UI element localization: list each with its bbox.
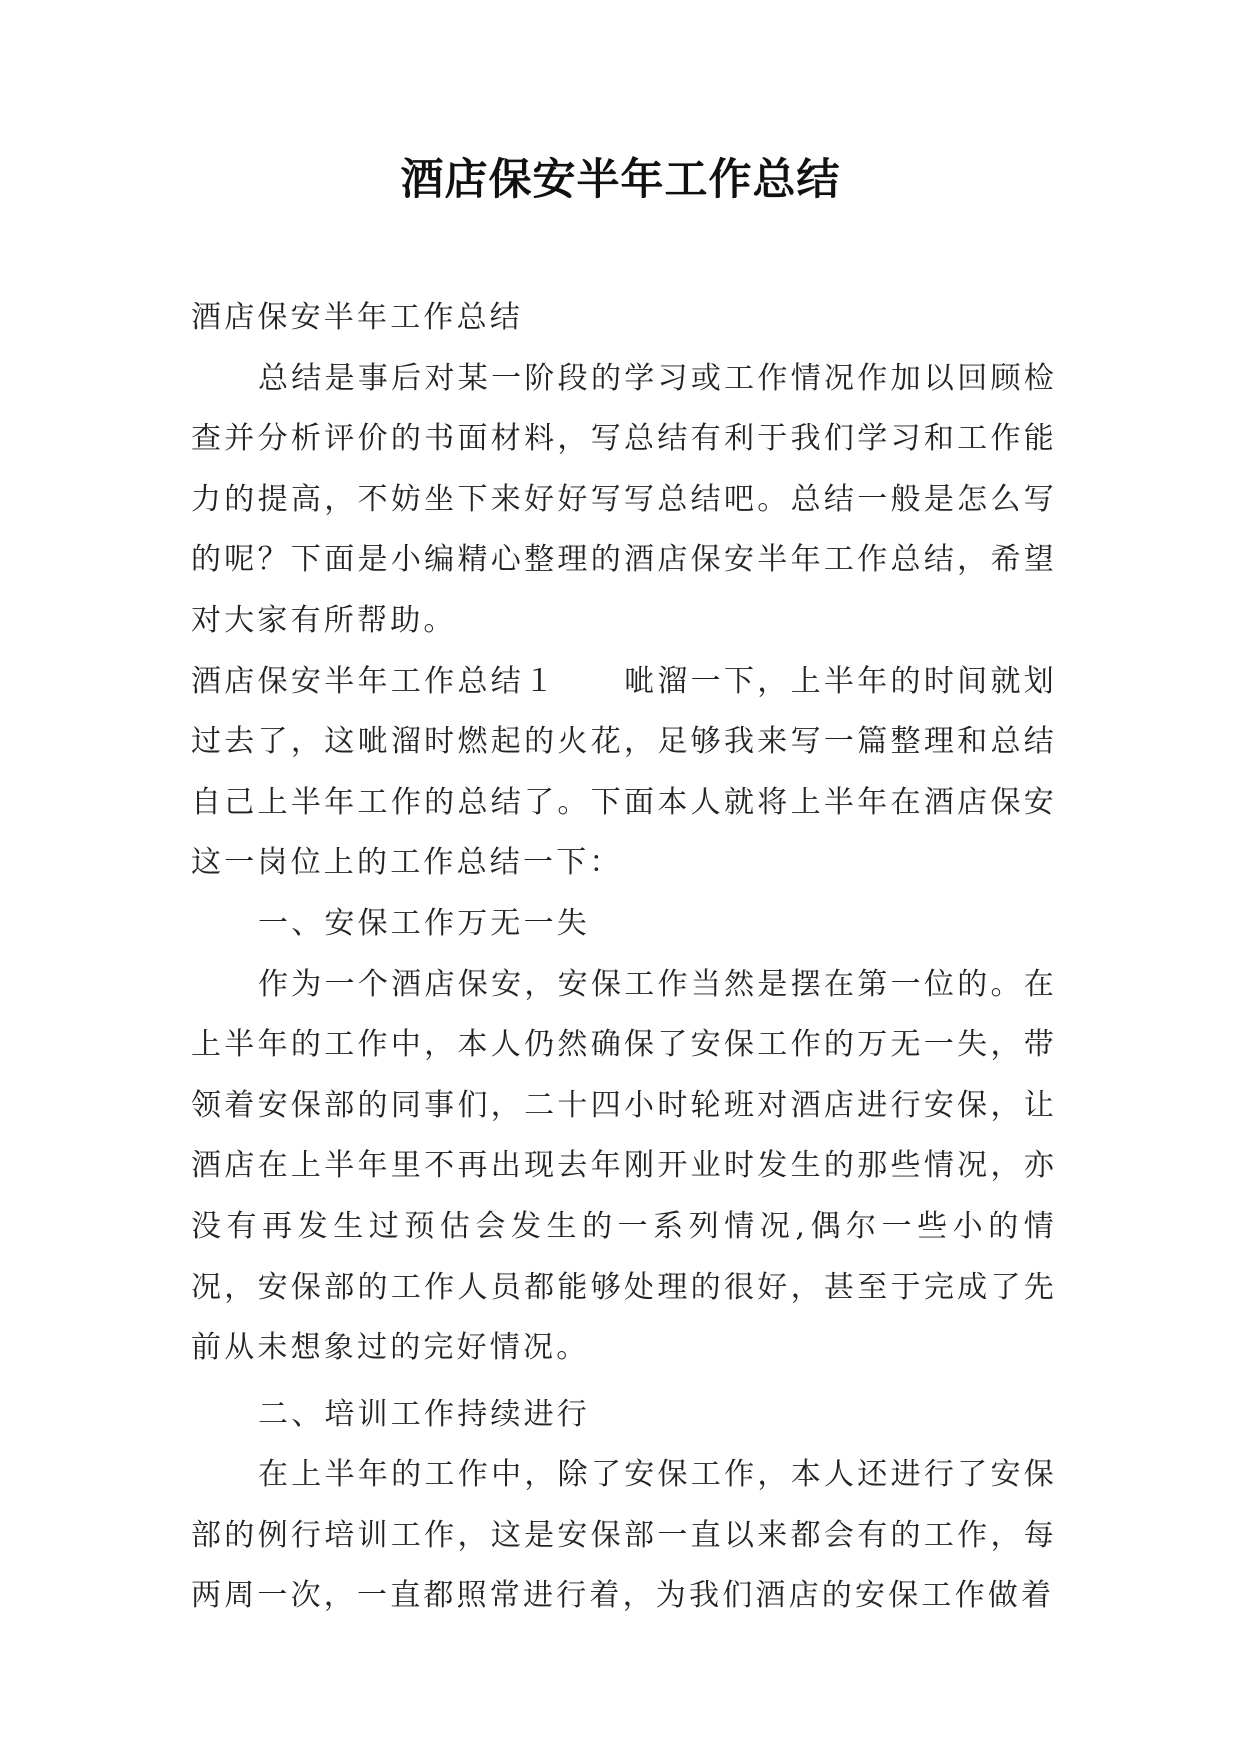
security-work-paragraph: 作为一个酒店保安，安保工作当然是摆在第一位的。在上半年的工作中，本人仍然确保了安保工作的万无一失，带领着安保部的同事们，二十四小时轮班对酒店进行安保，让酒店在上半年里不再出现去年刚开业时发生的那些情况，亦没有再发生过预估会发生的一系列情况,偶尔一些小的情况，安保部的工作人员都能够处理的很好，甚至于完成了先前从未想象过的完好情况。: [191, 966, 1057, 1366]
heading-security-work: 一、安保工作万无一失: [258, 905, 590, 941]
document-body: [191, 288, 1057, 1627]
training-work-paragraph: 在上半年的工作中，除了安保工作，本人还进行了安保部的例行培训工作，这是安保部一直以来都会有的工作，每两周一次，一直都照常进行着，为我们酒店的安保工作做着: [191, 1457, 1057, 1614]
heading-training-work: 二、培训工作持续进行: [258, 1396, 590, 1432]
intro-paragraph: 总结是事后对某一阶段的学习或工作情况作加以回顾检查并分析评价的书面材料，写总结有利于我们学习和工作能力的提高，不妨坐下来好好写写总结吧。总结一般是怎么写的呢？下面是小编精心整理的酒店保安半年工作总结，希望对大家有所帮助。: [191, 360, 1057, 638]
document-title: 酒店保安半年工作总结: [400, 155, 841, 205]
subtitle-line: 酒店保安半年工作总结: [191, 300, 523, 335]
section-one-paragraph: 酒店保安半年工作总结１ 呲溜一下，上半年的时间就划过去了，这呲溜时燃起的火花，足够我来写一篇整理和总结自己上半年工作的总结了。下面本人就将上半年在酒店保安这一岗位上的工作总结一下：: [191, 663, 1057, 881]
